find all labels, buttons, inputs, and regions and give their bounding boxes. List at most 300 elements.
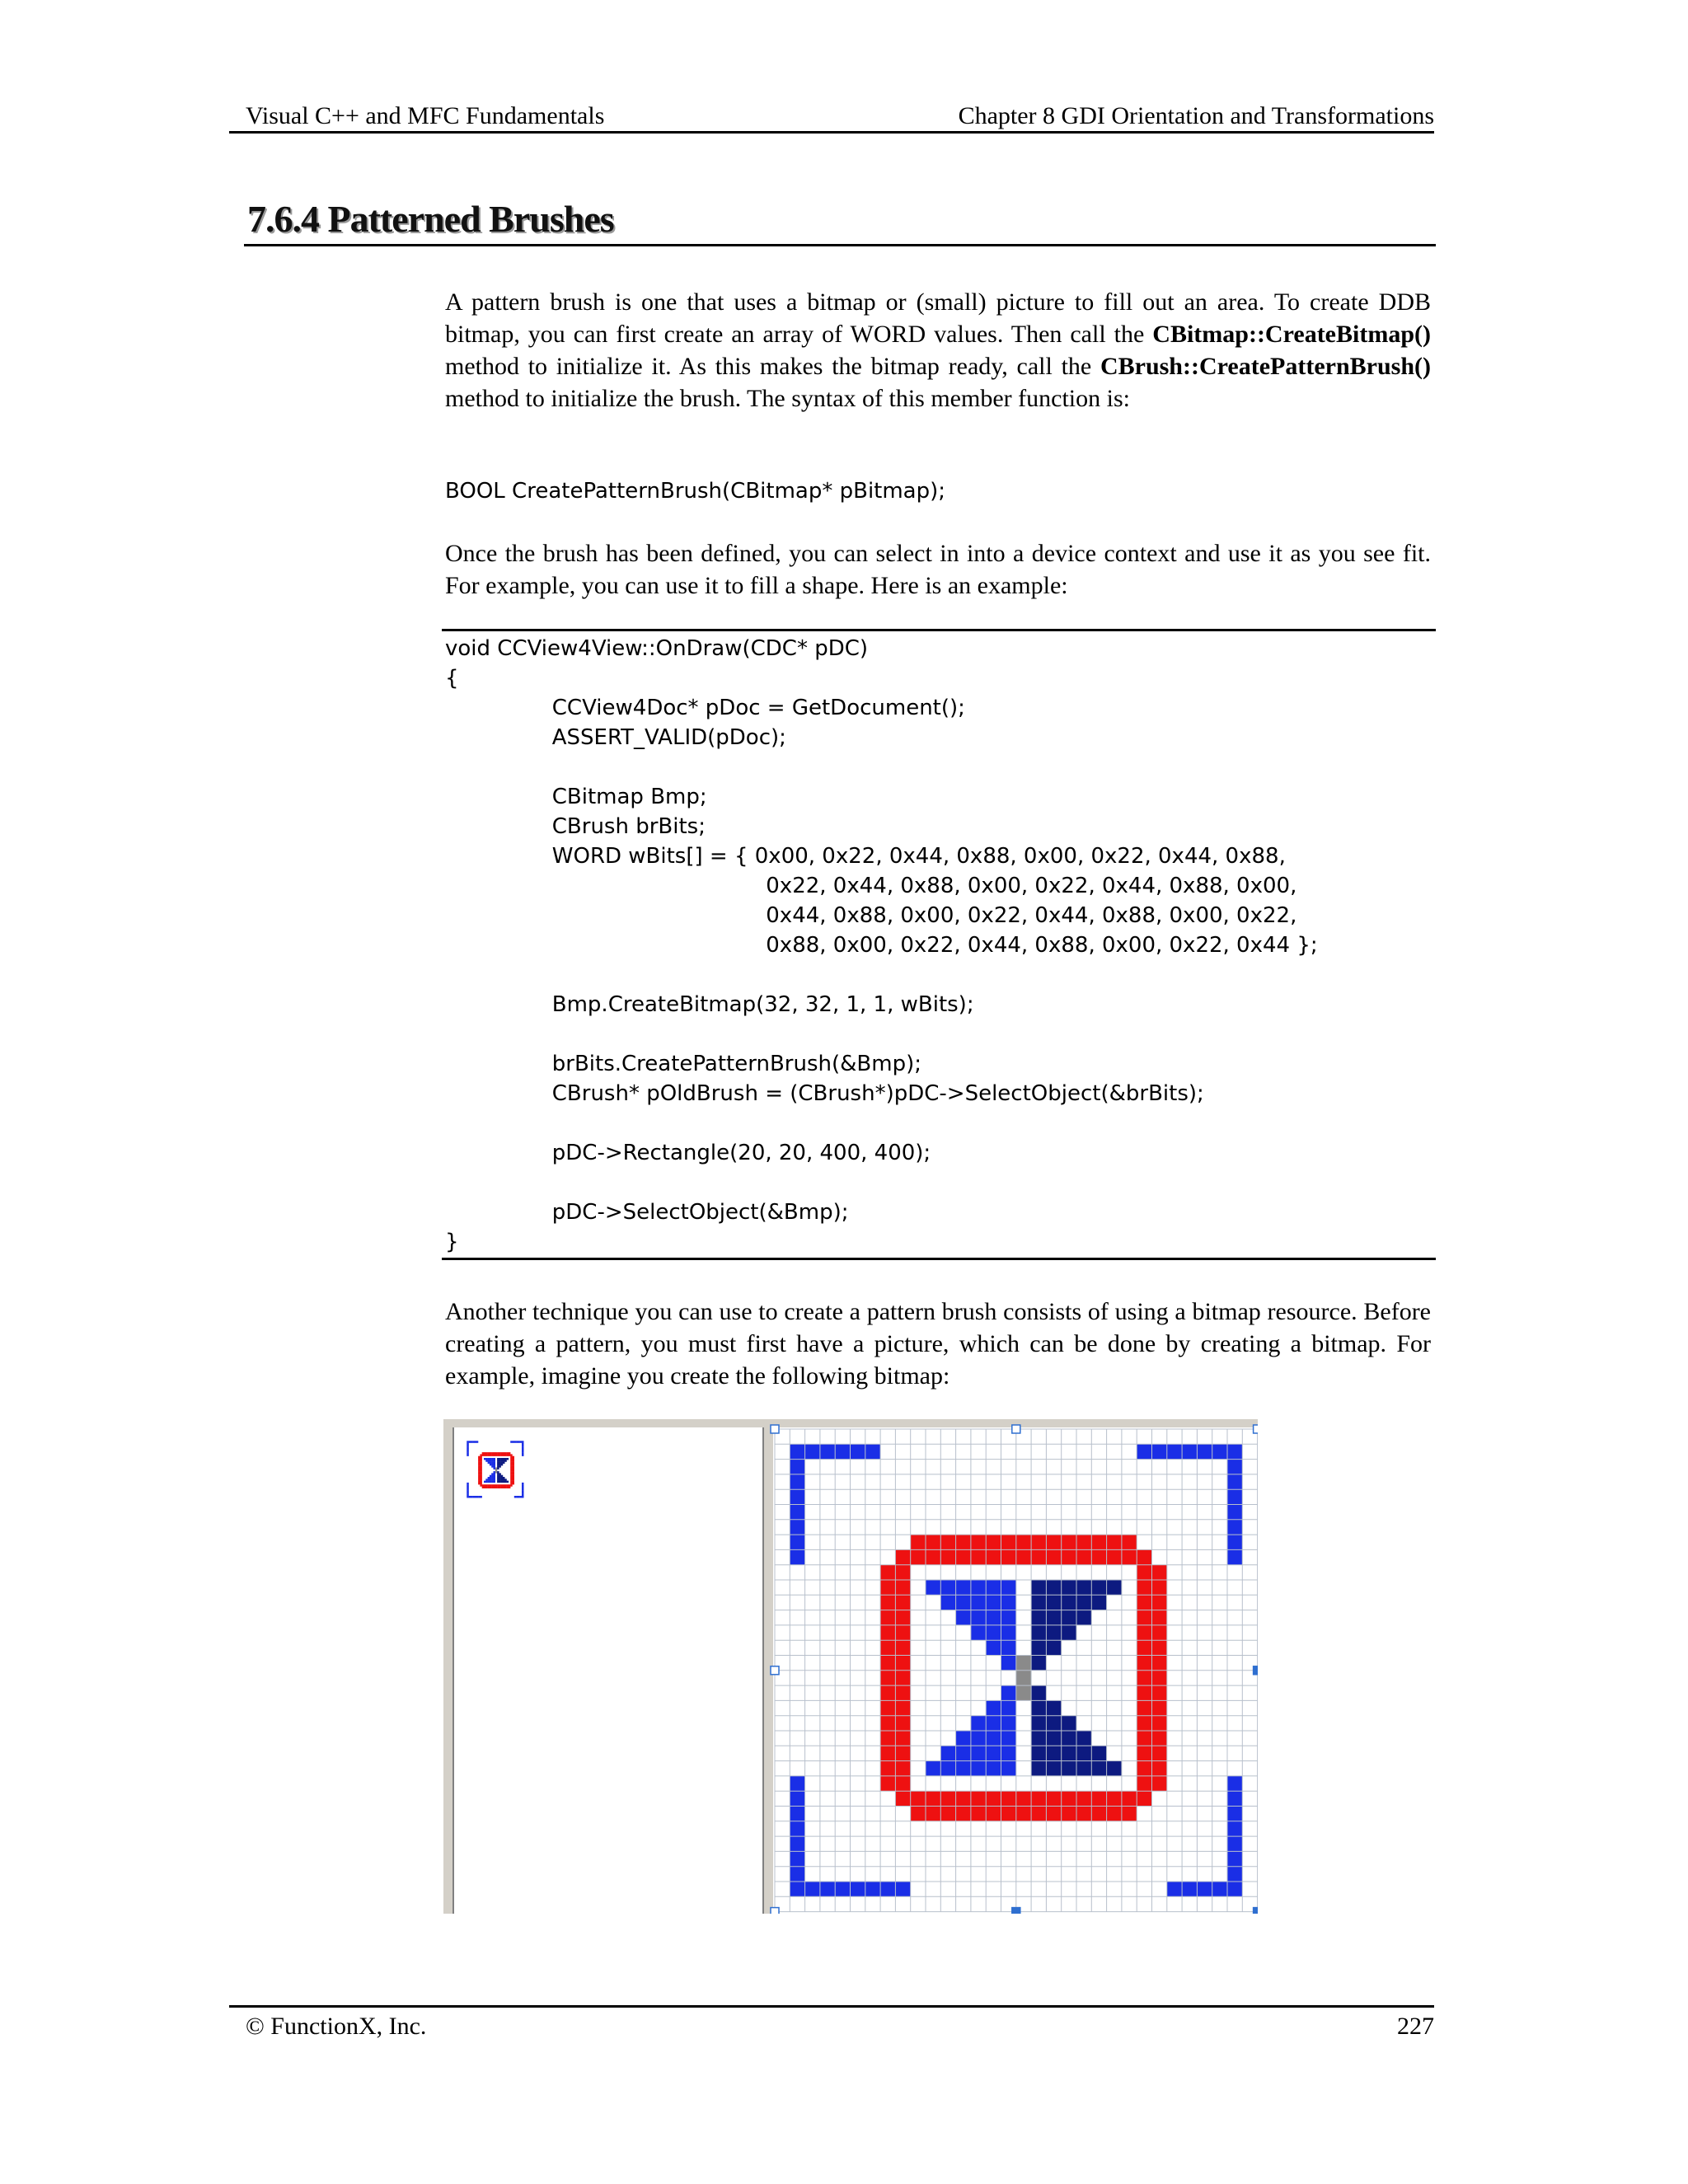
bitmap-pixel	[880, 1746, 895, 1760]
bitmap-pixel	[865, 1444, 880, 1459]
preview-pixel	[485, 1479, 488, 1481]
preview-pixel	[504, 1452, 507, 1455]
bitmap-pixel	[1137, 1610, 1151, 1625]
preview-pixel	[497, 1473, 499, 1475]
preview-pixel	[503, 1479, 505, 1481]
bitmap-pixel	[1197, 1882, 1212, 1896]
preview-pixel	[484, 1452, 486, 1455]
bitmap-pixel	[1001, 1700, 1016, 1715]
preview-pixel	[522, 1454, 524, 1456]
header-left: Visual C++ and MFC Fundamentals	[246, 102, 605, 129]
bitmap-pixel	[986, 1625, 1001, 1640]
preview-pixel	[513, 1481, 515, 1483]
preview-pixel	[480, 1477, 482, 1479]
preview-pixel	[501, 1454, 504, 1456]
preview-pixel	[491, 1487, 494, 1489]
preview-pixel	[494, 1468, 496, 1470]
bitmap-pixel	[1031, 1807, 1046, 1821]
bitmap-pixel	[1001, 1610, 1016, 1625]
bitmap-pixel	[1152, 1580, 1167, 1595]
preview-pixel	[499, 1487, 501, 1489]
bitmap-pixel	[1122, 1549, 1137, 1564]
preview-pixel	[490, 1475, 492, 1478]
bitmap-pixel	[1046, 1746, 1061, 1760]
bitmap-pixel	[1001, 1685, 1016, 1700]
resize-handle[interactable]	[1254, 1908, 1258, 1914]
resize-handle[interactable]	[1012, 1908, 1020, 1914]
bitmap-pixel	[1031, 1791, 1046, 1806]
bitmap-pixel	[790, 1535, 804, 1549]
bitmap-pixel	[971, 1535, 986, 1549]
preview-pixel	[480, 1471, 482, 1474]
preview-pixel	[507, 1487, 509, 1489]
preview-pixel	[513, 1483, 515, 1485]
preview-pixel	[497, 1465, 499, 1468]
preview-pixel	[484, 1487, 486, 1489]
preview-pixel	[491, 1481, 494, 1483]
resize-handle[interactable]	[1254, 1666, 1258, 1675]
code-bottom-rule	[442, 1258, 1436, 1260]
preview-pixel	[510, 1484, 513, 1487]
preview-pixel	[478, 1460, 481, 1462]
bitmap-pixel	[805, 1882, 820, 1896]
preview-pixel	[480, 1473, 482, 1475]
bitmap-pixel	[956, 1595, 971, 1610]
bitmap-pixel	[971, 1625, 986, 1640]
bitmap-pixel	[971, 1595, 986, 1610]
preview-pixel	[480, 1464, 482, 1466]
preview-pixel	[491, 1479, 494, 1481]
preview-pixel	[522, 1449, 524, 1451]
preview-pixel	[499, 1479, 501, 1481]
bitmap-pixel	[1091, 1535, 1106, 1549]
preview-pane	[453, 1427, 763, 1914]
bitmap-pixel	[971, 1746, 986, 1760]
bitmap-editor-screenshot	[443, 1419, 1258, 1914]
preview-pixel	[499, 1484, 501, 1487]
preview-pixel	[501, 1475, 504, 1478]
bitmap-pixel	[805, 1444, 820, 1459]
bitmap-pixel	[790, 1882, 804, 1896]
bitmap-pixel	[956, 1761, 971, 1776]
bitmap-pixel	[1031, 1640, 1046, 1655]
bitmap-pixel	[835, 1444, 850, 1459]
bitmap-pixel	[986, 1716, 1001, 1731]
preview-pixel	[485, 1454, 488, 1456]
preview-pixel	[499, 1458, 501, 1460]
preview-pixel	[491, 1465, 494, 1468]
bitmap-pixel	[1137, 1595, 1151, 1610]
preview-pixel	[480, 1469, 482, 1472]
bitmap-pixel	[1137, 1700, 1151, 1715]
code-line: ASSERT_VALID(pDoc);	[445, 725, 786, 750]
preview-pixel	[497, 1454, 499, 1456]
preview-pixel	[490, 1484, 492, 1487]
preview-pixel	[501, 1484, 504, 1487]
preview-pixel	[488, 1452, 490, 1455]
bitmap-pixel	[880, 1882, 895, 1896]
preview-pixel	[472, 1441, 475, 1443]
preview-pixel	[518, 1496, 520, 1498]
preview-pixel	[484, 1484, 486, 1487]
bitmap-pixel	[1062, 1535, 1076, 1549]
bitmap-pixel	[1046, 1731, 1061, 1746]
preview-pixel	[478, 1475, 481, 1478]
preview-pixel	[482, 1452, 485, 1455]
bitmap-pixel	[1001, 1807, 1016, 1821]
bitmap-pixel	[1001, 1656, 1016, 1671]
bitmap-pixel	[1016, 1807, 1031, 1821]
bitmap-pixel	[865, 1882, 880, 1896]
preview-pixel	[513, 1456, 515, 1459]
bitmap-pixel	[986, 1807, 1001, 1821]
preview-pixel	[497, 1468, 499, 1470]
bitmap-pixel	[956, 1731, 971, 1746]
preview-pixel	[467, 1483, 469, 1485]
preview-pixel	[522, 1488, 524, 1491]
bitmap-pixel	[895, 1595, 910, 1610]
code-line	[445, 752, 1318, 782]
bitmap-pixel	[895, 1716, 910, 1731]
preview-pixel	[507, 1452, 509, 1455]
preview-pixel	[513, 1462, 515, 1465]
bitmap-pixel	[1001, 1640, 1016, 1655]
preview-pixel	[501, 1452, 504, 1455]
code-line: brBits.CreatePatternBrush(&Bmp);	[445, 1052, 921, 1076]
bitmap-pixel	[1137, 1640, 1151, 1655]
bitmap-pixel	[1227, 1882, 1242, 1896]
bitmap-pixel	[1152, 1671, 1167, 1685]
bitmap-pixel	[880, 1595, 895, 1610]
resize-handle[interactable]	[1012, 1425, 1020, 1433]
bitmap-pixel	[1031, 1580, 1046, 1595]
preview-pixel	[480, 1460, 482, 1462]
preview-pixel	[510, 1471, 513, 1474]
preview-pixel	[518, 1441, 520, 1443]
preview-pixel	[503, 1481, 505, 1483]
preview-pixel	[503, 1477, 505, 1479]
preview-pixel	[510, 1460, 513, 1462]
bitmap-pixel	[1046, 1807, 1061, 1821]
preview-pixel	[499, 1477, 501, 1479]
bitmap-pixel	[1167, 1444, 1182, 1459]
bitmap-pixel	[895, 1565, 910, 1580]
resize-handle[interactable]	[1254, 1425, 1258, 1433]
preview-pixel	[510, 1469, 513, 1472]
preview-pixel	[490, 1464, 492, 1466]
preview-pixel	[480, 1454, 482, 1456]
bitmap-pixel	[1046, 1716, 1061, 1731]
preview-pixel	[520, 1441, 523, 1443]
bitmap-pixel	[895, 1776, 910, 1791]
preview-pixel	[513, 1479, 515, 1481]
preview-pixel	[522, 1451, 524, 1453]
preview-pixel	[467, 1443, 469, 1446]
bitmap-pixel	[820, 1882, 835, 1896]
bitmap-pixel	[1031, 1685, 1046, 1700]
bitmap-pixel	[1152, 1761, 1167, 1776]
preview-pixel	[494, 1465, 496, 1468]
bitmap-pixel	[1227, 1776, 1242, 1791]
bitmap-pixel	[880, 1640, 895, 1655]
bitmap-pixel	[895, 1610, 910, 1625]
preview-pixel	[491, 1475, 494, 1478]
preview-pixel	[507, 1454, 509, 1456]
code-line	[445, 1168, 1318, 1197]
preview-pixel	[494, 1479, 496, 1481]
preview-pixel	[499, 1464, 501, 1466]
bitmap-pixel	[880, 1580, 895, 1595]
preview-pixel	[475, 1496, 477, 1498]
header-right: Chapter 8 GDI Orientation and Transformations	[958, 102, 1434, 129]
bitmap-pixel	[1137, 1671, 1151, 1685]
preview-pixel	[476, 1496, 479, 1498]
preview-pixel	[503, 1460, 505, 1462]
preview-pixel	[499, 1473, 501, 1475]
preview-pixel	[495, 1487, 498, 1489]
preview-pixel	[522, 1443, 524, 1446]
bitmap-pixel	[1001, 1595, 1016, 1610]
preview-pixel	[510, 1468, 513, 1470]
preview-pixel	[472, 1496, 475, 1498]
bitmap-pixel	[1062, 1549, 1076, 1564]
preview-pixel	[495, 1468, 498, 1470]
bitmap-pixel	[1046, 1595, 1061, 1610]
bitmap-pixel	[1137, 1685, 1151, 1700]
bitmap-pixel	[1031, 1731, 1046, 1746]
bitmap-pixel	[1062, 1731, 1076, 1746]
preview-pixel	[509, 1487, 511, 1489]
preview-pixel	[499, 1465, 501, 1468]
preview-pixel	[499, 1462, 501, 1465]
bitmap-pixel	[911, 1791, 926, 1806]
preview-pixel	[467, 1487, 469, 1489]
preview-pixel	[522, 1445, 524, 1447]
preview-pixel	[485, 1460, 488, 1462]
preview-pixel	[495, 1452, 498, 1455]
preview-pixel	[522, 1490, 524, 1493]
bitmap-pixel	[926, 1791, 940, 1806]
preview-pixel	[476, 1441, 479, 1443]
code-line: }	[445, 1230, 459, 1254]
bitmap-pixel	[790, 1520, 804, 1535]
preview-pixel	[509, 1484, 511, 1487]
bitmap-pixel	[880, 1776, 895, 1791]
preview-pixel	[467, 1451, 469, 1453]
bitmap-pixel	[1046, 1535, 1061, 1549]
preview-pixel	[490, 1460, 492, 1462]
resize-handle[interactable]	[771, 1666, 779, 1675]
bitmap-pixel	[956, 1535, 971, 1549]
preview-pixel	[467, 1492, 469, 1494]
code-line: CBitmap Bmp;	[445, 785, 707, 809]
code-line: {	[445, 666, 459, 691]
code-line: WORD wBits[] = { 0x00, 0x22, 0x44, 0x88, 0x00, 0x22, 0x44, 0x88,	[445, 844, 1286, 869]
preview-pixel	[510, 1481, 513, 1483]
preview-pixel	[504, 1481, 507, 1483]
resize-handle[interactable]	[771, 1908, 779, 1914]
bitmap-pixel	[1152, 1565, 1167, 1580]
bitmap-pixel	[1152, 1656, 1167, 1671]
bitmap-pixel	[1062, 1716, 1076, 1731]
preview-pixel	[514, 1496, 517, 1498]
code-line	[445, 1019, 1318, 1049]
code-line	[445, 1108, 1318, 1138]
preview-pixel	[499, 1460, 501, 1462]
preview-left-border	[443, 1419, 453, 1914]
code-line: 0x44, 0x88, 0x00, 0x22, 0x44, 0x88, 0x00, 0x22,	[445, 903, 1297, 928]
bitmap-pixel	[940, 1746, 955, 1760]
bitmap-pixel	[895, 1656, 910, 1671]
bitmap-pixel	[1091, 1761, 1106, 1776]
preview-pixel	[490, 1477, 492, 1479]
bitmap-pixel	[1122, 1807, 1137, 1821]
code-line: CBrush* pOldBrush = (CBrush*)pDC->SelectObject(&brBits);	[445, 1081, 1204, 1106]
code-block	[445, 634, 1318, 1257]
preview-pixel	[522, 1446, 524, 1449]
preview-pixel	[490, 1458, 492, 1460]
preview-pixel	[513, 1441, 515, 1443]
bitmap-pixel	[940, 1595, 955, 1610]
preview-pixel	[480, 1484, 482, 1487]
bitmap-pixel	[1091, 1580, 1106, 1595]
bitmap-pixel	[986, 1731, 1001, 1746]
bitmap-pixel	[1107, 1580, 1122, 1595]
bitmap-pixel	[971, 1807, 986, 1821]
bitmap-pixel	[1031, 1535, 1046, 1549]
preview-pixel	[494, 1471, 496, 1474]
bitmap-pixel	[1152, 1625, 1167, 1640]
preview-pixel	[475, 1441, 477, 1443]
bitmap-pixel	[1076, 1791, 1091, 1806]
bitmap-pixel	[1122, 1535, 1137, 1549]
preview-pixel	[499, 1452, 501, 1455]
bitmap-pixel	[1227, 1460, 1242, 1474]
preview-pixel	[488, 1460, 490, 1462]
bitmap-pixel	[1212, 1882, 1227, 1896]
page-number: 227	[1397, 2013, 1434, 2040]
preview-pixel	[467, 1445, 469, 1447]
bitmap-pixel	[1062, 1580, 1076, 1595]
bitmap-pixel	[1137, 1444, 1151, 1459]
preview-pixel	[513, 1465, 515, 1468]
preview-pixel	[490, 1487, 492, 1489]
bitmap-pixel	[971, 1549, 986, 1564]
bitmap-pixel	[1152, 1700, 1167, 1715]
preview-pixel	[490, 1454, 492, 1456]
bitmap-pixel	[1076, 1535, 1091, 1549]
bitmap-pixel	[1227, 1549, 1242, 1564]
preview-pixel	[513, 1458, 515, 1460]
preview-pixel	[478, 1468, 481, 1470]
bitmap-pixel	[940, 1761, 955, 1776]
preview-pixel	[513, 1464, 515, 1466]
preview-pixel	[497, 1460, 499, 1462]
bitmap-pixel	[956, 1807, 971, 1821]
bitmap-pixel	[1137, 1580, 1151, 1595]
preview-pixel	[513, 1473, 515, 1475]
preview-pixel	[513, 1460, 515, 1462]
preview-pixel	[478, 1483, 481, 1485]
bitmap-pixel	[880, 1610, 895, 1625]
bitmap-pixel	[1001, 1761, 1016, 1776]
preview-pixel	[480, 1465, 482, 1468]
preview-pixel	[488, 1458, 490, 1460]
resize-handle[interactable]	[771, 1425, 779, 1433]
bitmap-editor-canvas	[443, 1419, 1258, 1914]
preview-pixel	[478, 1496, 481, 1498]
preview-pixel	[513, 1477, 515, 1479]
bitmap-pixel	[1182, 1444, 1197, 1459]
bitmap-pixel	[1076, 1746, 1091, 1760]
preview-pixel	[491, 1464, 494, 1466]
bitmap-pixel	[1001, 1549, 1016, 1564]
bitmap-pixel	[1001, 1716, 1016, 1731]
preview-pixel	[510, 1456, 513, 1459]
bitmap-pixel	[1227, 1535, 1242, 1549]
bitmap-pixel	[1212, 1444, 1227, 1459]
preview-pixel	[509, 1452, 511, 1455]
bitmap-pixel	[1107, 1549, 1122, 1564]
bitmap-pixel	[940, 1535, 955, 1549]
example-intro-paragraph: Once the brush has been defined, you can select in into a device context and use it as you see fit. For example, you can use it to fill a shape. Here is an example:	[445, 540, 1431, 599]
preview-pixel	[494, 1481, 496, 1483]
bitmap-pixel	[1227, 1520, 1242, 1535]
bitmap-pixel	[1227, 1505, 1242, 1520]
preview-pixel	[490, 1462, 492, 1465]
bitmap-pixel	[1062, 1595, 1076, 1610]
preview-pixel	[478, 1471, 481, 1474]
syntax-line: BOOL CreatePatternBrush(CBitmap* pBitmap);	[445, 479, 946, 504]
bitmap-pixel	[790, 1489, 804, 1504]
bitmap-pixel	[1062, 1791, 1076, 1806]
preview-pixel	[488, 1477, 490, 1479]
bitmap-pixel	[790, 1474, 804, 1489]
preview-pixel	[513, 1469, 515, 1472]
preview-pixel	[485, 1481, 488, 1483]
preview-pixel	[480, 1483, 482, 1485]
bitmap-pixel	[895, 1640, 910, 1655]
preview-pixel	[490, 1479, 492, 1481]
editor-top-bar	[443, 1419, 1258, 1427]
preview-pixel	[484, 1458, 486, 1460]
bitmap-pixel	[790, 1460, 804, 1474]
bitmap-pixel	[1046, 1549, 1061, 1564]
bitmap-pixel	[1076, 1580, 1091, 1595]
bitmap-pixel	[911, 1535, 926, 1549]
preview-pixel	[484, 1454, 486, 1456]
preview-pixel	[497, 1484, 499, 1487]
preview-pixel	[488, 1462, 490, 1465]
bitmap-pixel	[926, 1807, 940, 1821]
bitmap-pixel	[926, 1580, 940, 1595]
preview-pixel	[501, 1458, 504, 1460]
bitmap-pixel	[1137, 1565, 1151, 1580]
magnified-bitmap-grid[interactable]	[771, 1425, 1258, 1914]
preview-pixel	[491, 1484, 494, 1487]
bitmap-pixel	[851, 1882, 865, 1896]
preview-pixel	[501, 1460, 504, 1462]
preview-pixel	[480, 1462, 482, 1465]
bitmap-pixel	[1107, 1791, 1122, 1806]
preview-pixel	[497, 1458, 499, 1460]
bitmap-pixel	[1227, 1489, 1242, 1504]
preview-pixel	[494, 1477, 496, 1479]
preview-pixel	[522, 1483, 524, 1485]
bitmap-pixel	[880, 1761, 895, 1776]
preview-pixel	[494, 1464, 496, 1466]
bitmap-pixel	[790, 1867, 804, 1882]
